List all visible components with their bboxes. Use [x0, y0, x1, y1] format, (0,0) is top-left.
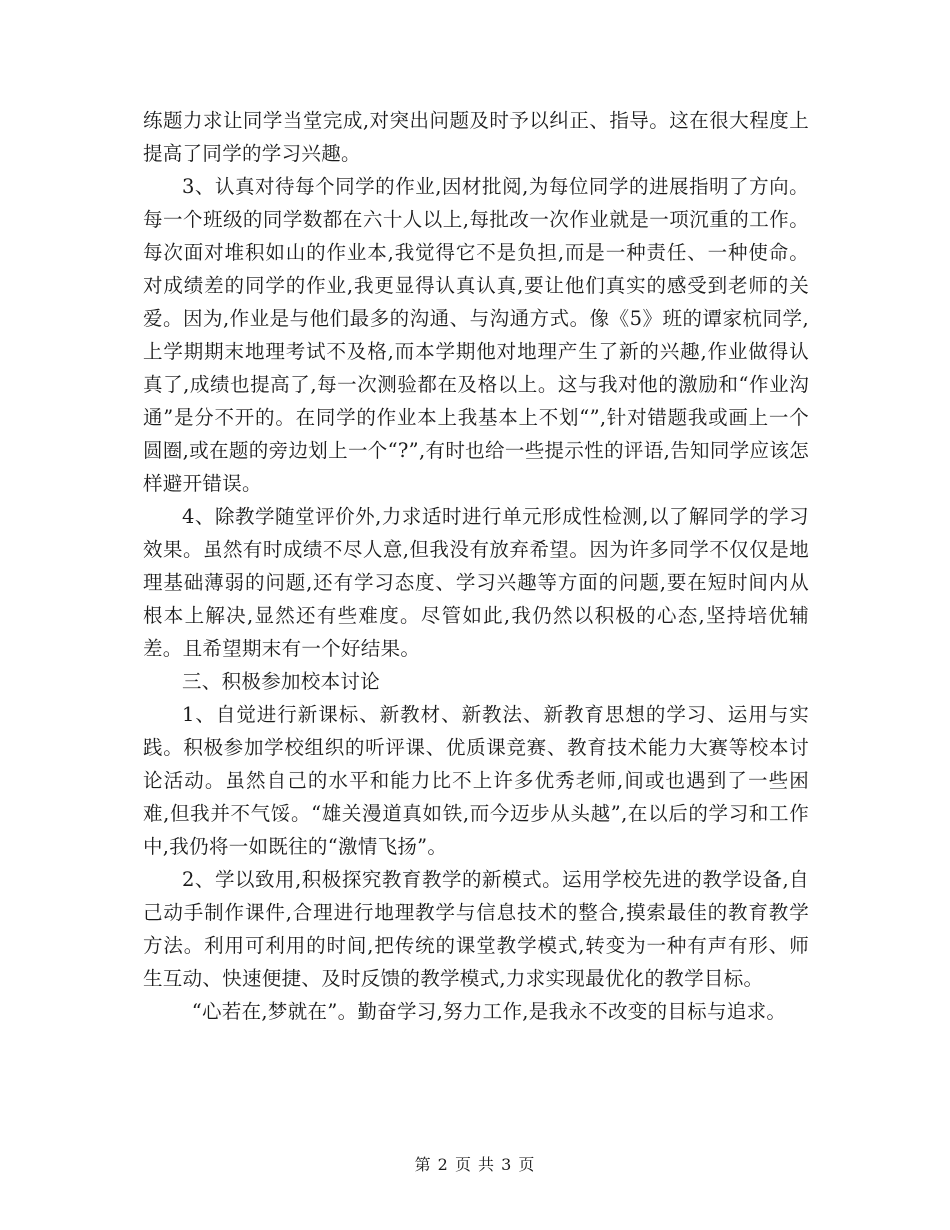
page-number-label: 第 2 页 共 3 页 — [414, 1155, 536, 1174]
section-heading-school-research: 三、积极参加校本讨论 — [182, 670, 381, 693]
paragraph-continuation: 练题力求让同学当堂完成,对突出问题及时予以纠正、指导。这在很大程度上提高了同学的学习兴趣。 — [143, 109, 809, 165]
document-body — [143, 104, 809, 1028]
paragraph-assessment: 4、除教学随堂评价外,力求适时进行单元形成性检测,以了解同学的学习效果。虽然有时成绩不尽人意,但我没有放弃希望。因为许多同学不仅仅是地理基础薄弱的问题,还有学习态度、学习兴趣等方面的问题,要在短时间内从根本上解决,显然还有些难度。尽管如此,我仍然以积极的心态,坚持培优辅差。且希望期末有一个好结果。 — [143, 505, 809, 660]
paragraph-teaching-model: 2、学以致用,积极探究教育教学的新模式。运用学校先进的教学设备,自己动手制作课件,合理进行地理教学与信息技术的整合,摸索最佳的教育教学方法。利用可利用的时间,把传统的课堂教学模式,转变为一种有声有形、师生互动、快速便捷、及时反馈的教学模式,力求实现最优化的教学目标。 — [143, 868, 809, 990]
page-footer — [0, 1152, 950, 1175]
paragraph-homework: 3、认真对待每个同学的作业,因材批阅,为每位同学的进展指明了方向。每一个班级的同学数都在六十人以上,每批改一次作业就是一项沉重的工作。每次面对堆积如山的作业本,我觉得它不是负担,而是一种责任、一种使命。对成绩差的同学的作业,我更显得认真认真,要让他们真实的感受到老师的关爱。因为,作业是与他们最多的沟通、与沟通方式。像《5》班的谭家杭同学,上学期期末地理考试不及格,而本学期他对地理产生了新的兴趣,作业做得认真了,成绩也提高了,每一次测验都在及格以上。这与我对他的激励和“作业沟通”是分不开的。在同学的作业本上我基本上不划“”,针对错题我或画上一个圆圈,或在题的旁边划上一个“?”,有时也给一些提示性的评语,告知同学应该怎样避开错误。 — [143, 175, 809, 495]
paragraph-closing: “心若在,梦就在”。勤奋学习,努力工作,是我永不改变的目标与追求。 — [191, 1000, 787, 1023]
paragraph-new-curriculum: 1、自觉进行新课标、新教材、新教法、新教育思想的学习、运用与实践。积极参加学校组织的听评课、优质课竞赛、教育技术能力大赛等校本讨论活动。虽然自己的水平和能力比不上许多优秀老师,间或也遇到了一些困难,但我并不气馁。“雄关漫道真如铁,而今迈步从头越”,在以后的学习和工作中,我仍将一如既往的“激情飞扬”。 — [143, 703, 809, 858]
